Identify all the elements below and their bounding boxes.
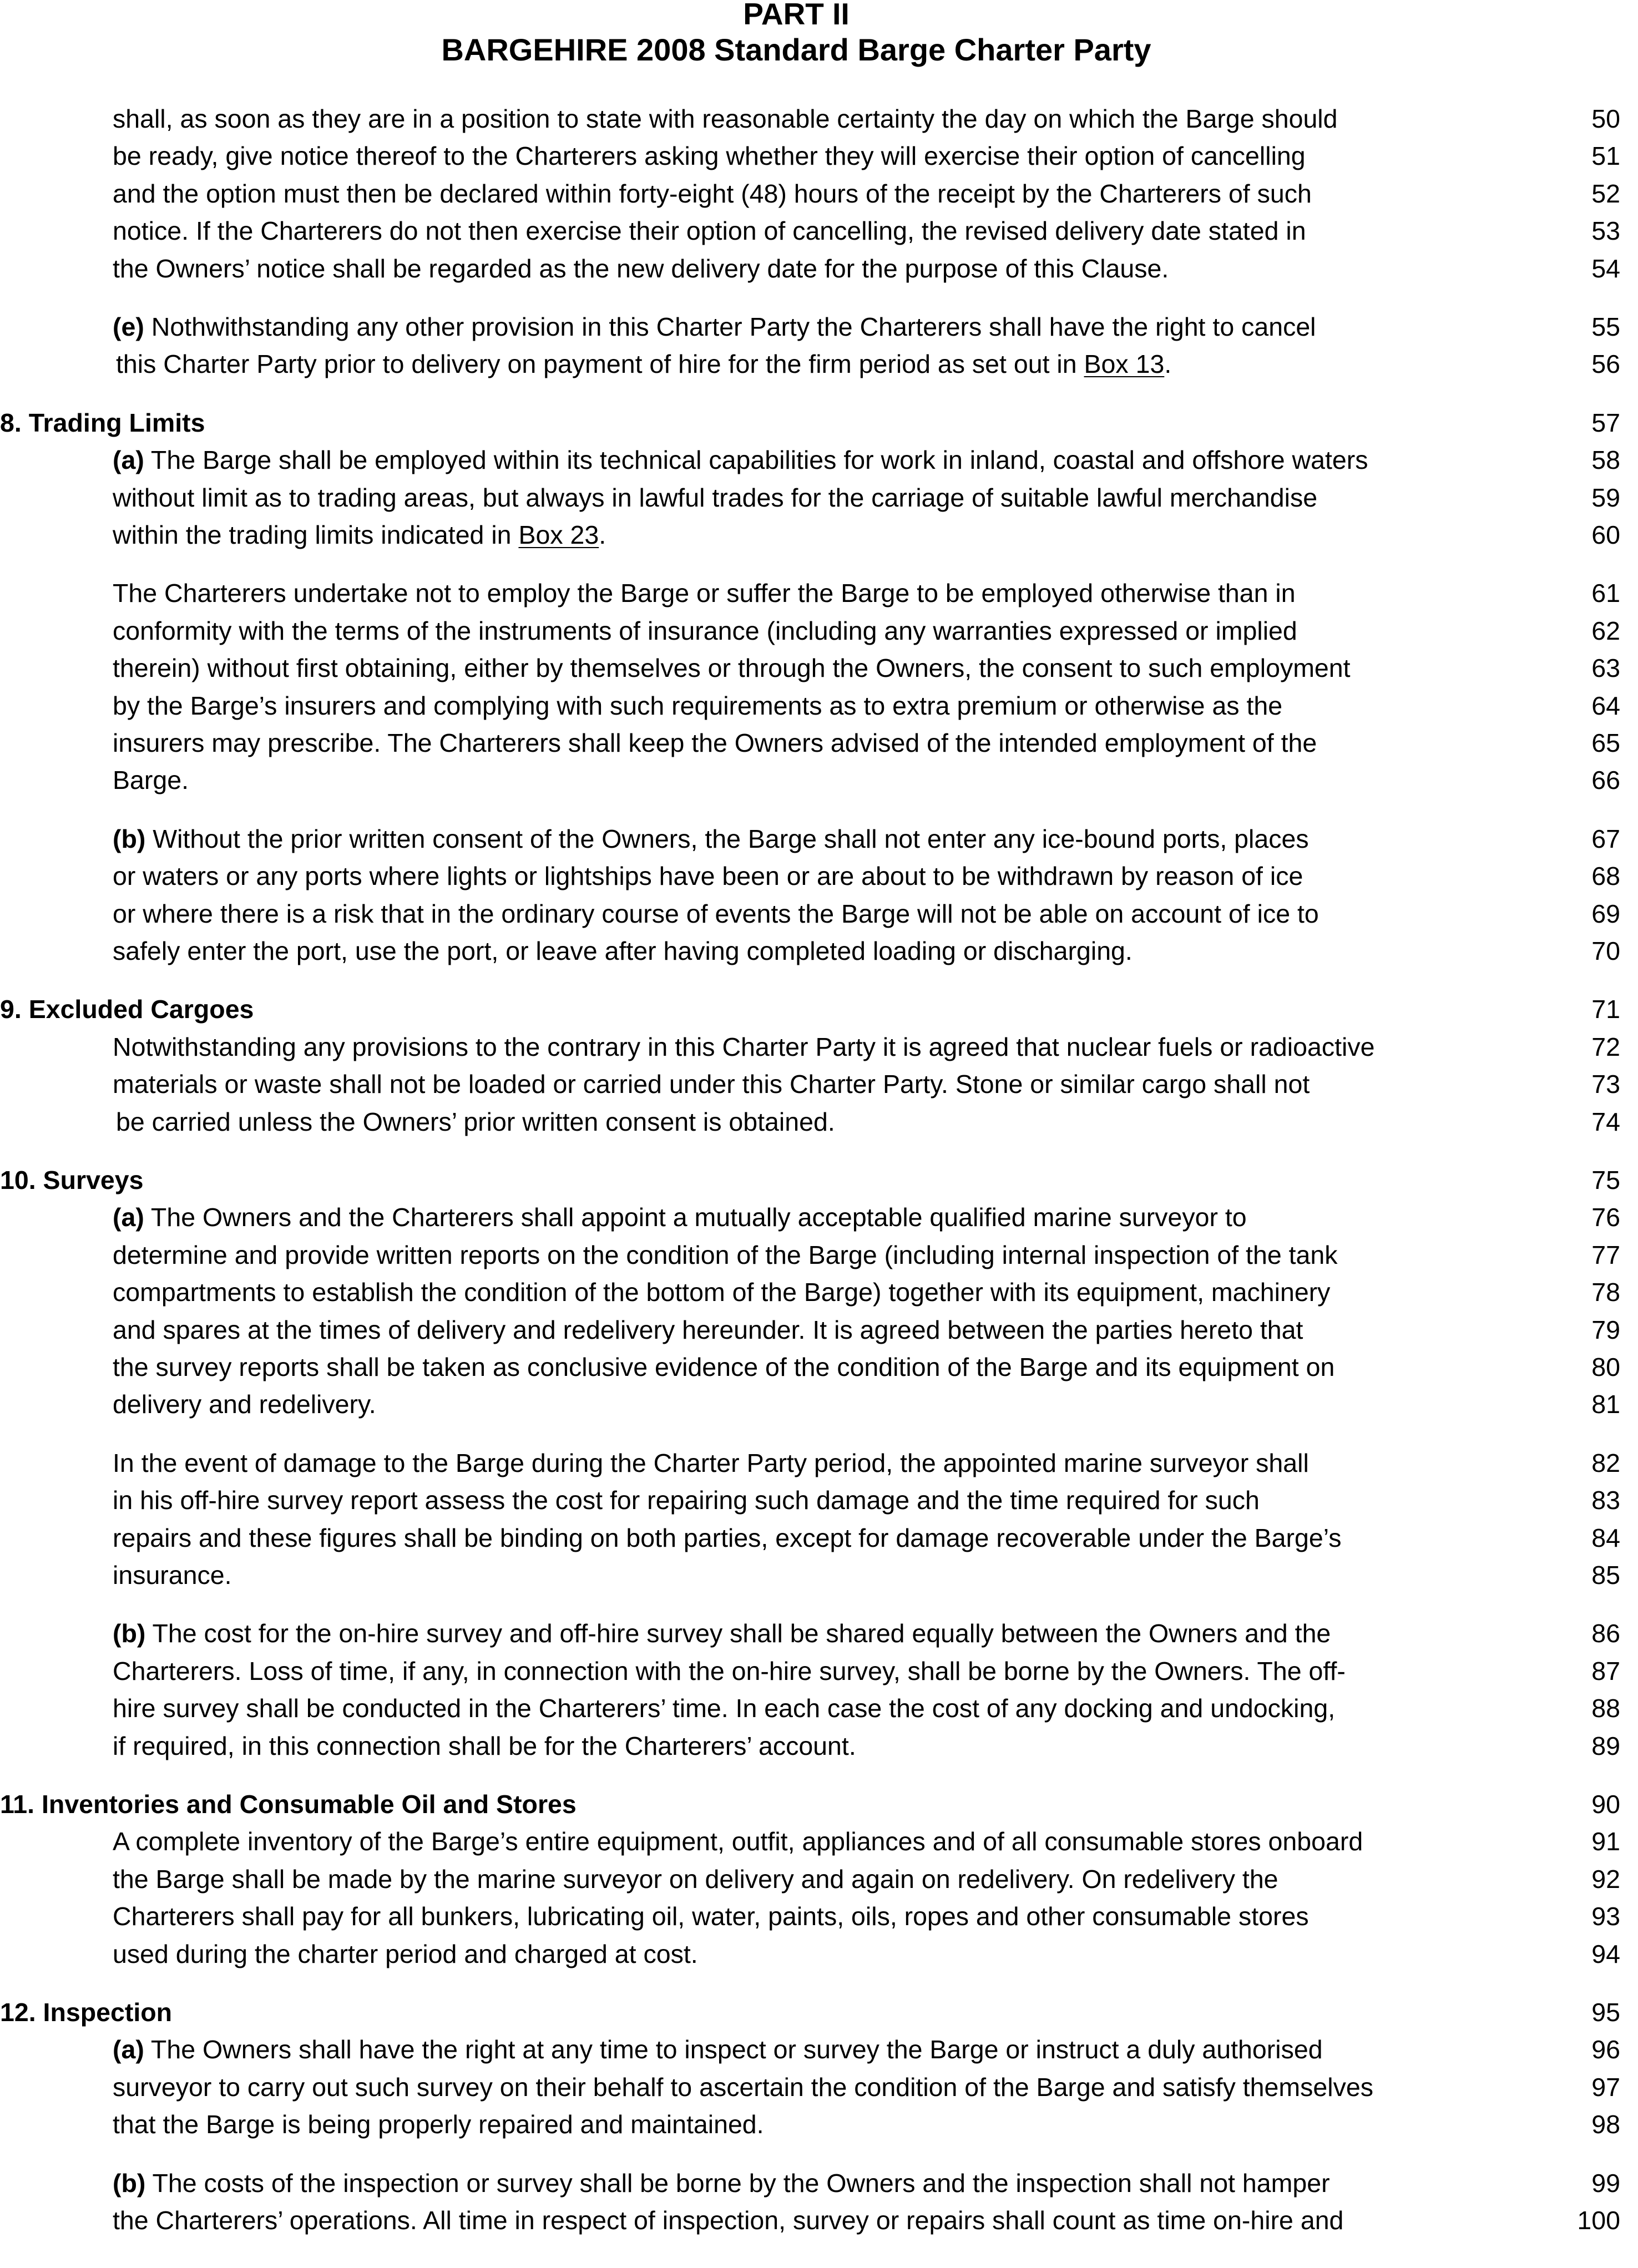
clause-heading [0,1785,1638,1823]
line-body: without limit as to trading areas, but always in lawful trades for the carriage of suitable lawful merchandise [113,483,1318,512]
line-number: 95 [1591,1998,1620,2027]
line-number: 77 [1591,1241,1620,1269]
subclause-label: (a) [113,446,144,474]
line-number: 61 [1591,579,1620,608]
line-body: insurers may prescribe. The Charterers shall keep the Owners advised of the intended employment of the [113,728,1317,757]
line-body: delivery and redelivery. [113,1390,376,1419]
line-body: Barge. [113,766,189,794]
line-body: or where there is a risk that in the ordinary course of events the Barge will not be able on account of ice to [113,899,1319,928]
text-line [0,687,1638,725]
line-body: A complete inventory of the Barge’s entire equipment, outfit, appliances and of all consumable stores onboard [113,1827,1363,1856]
line-text [113,441,1368,479]
line-body: the Owners’ notice shall be regarded as the new delivery date for the purpose of this Clause. [113,254,1169,283]
line-text [113,1727,856,1765]
text-line [0,1652,1638,1690]
text-line [0,175,1638,212]
line-number: 72 [1591,1032,1620,1061]
line-text [113,724,1317,762]
line-text [113,1385,376,1423]
line-body: the Charterers’ operations. All time in respect of inspection, survey or repairs shall count as time on-hire and [113,2206,1344,2235]
text-line [0,137,1638,175]
text-line [0,1935,1638,1973]
line-body: repairs and these figures shall be binding on both parties, except for damage recoverable under the Barge’s [113,1523,1342,1552]
line-number: 98 [1591,2110,1620,2139]
text-line [0,932,1638,970]
text-line [0,1236,1638,1274]
line-body: shall, as soon as they are in a position to state with reasonable certainty the day on which the Barge should [113,104,1338,133]
text-line [0,1273,1638,1311]
line-number: 89 [1591,1732,1620,1760]
line-body: In the event of damage to the Barge during the Charter Party period, the appointed marine surveyor shall [113,1449,1309,1477]
line-body: and spares at the times of delivery and redelivery hereunder. It is agreed between the parties hereto that [113,1315,1303,1344]
line-text [116,1103,835,1141]
text-line [0,2164,1638,2202]
line-body: used during the charter period and charged at cost. [113,1940,698,1968]
line-body: compartments to establish the condition of the bottom of the Barge) together with its equipment, machinery [113,1278,1331,1307]
box-reference-link[interactable]: Box 23 [518,520,599,549]
text-line [0,1103,1638,1141]
line-text [113,574,1296,612]
subclause-label: (e) [113,312,144,341]
text-line [0,1897,1638,1935]
line-text [113,895,1319,933]
line-body: and the option must then be declared within forty-eight (48) hours of the receipt by the Charterers of such [113,179,1312,208]
line-body: The Barge shall be employed within its technical capabilities for work in inland, coastal and offshore waters [144,446,1368,474]
line-body: 9. Excluded Cargoes [0,995,254,1024]
line-text [113,1236,1338,1274]
line-body: The Owners shall have the right at any time to inspect or survey the Barge or instruct a duly authorised [144,2035,1323,2064]
line-number: 58 [1591,446,1620,474]
line-number: 78 [1591,1278,1620,1307]
subclause-label: (a) [113,2035,144,2064]
line-text [113,1860,1278,1898]
line-number: 80 [1591,1353,1620,1381]
line-text [113,1311,1303,1349]
line-number: 99 [1591,2169,1620,2198]
line-text [113,649,1351,687]
clause-heading [0,1161,1638,1199]
line-text [113,479,1317,517]
line-text [113,1481,1260,1519]
text-line [0,649,1638,687]
line-body: the survey reports shall be taken as conclusive evidence of the condition of the Barge and its equipment on [113,1353,1335,1381]
line-text [113,2201,1343,2239]
line-body: notice. If the Charterers do not then exercise their option of cancelling, the revised delivery date stated in [113,216,1306,245]
line-body: by the Barge’s insurers and complying with such requirements as to extra premium or otherwise as the [113,691,1283,720]
text-line [0,1822,1638,1860]
text-line [0,895,1638,933]
text-line [0,857,1638,895]
text-line [0,1028,1638,1066]
text-line [0,1860,1638,1898]
line-number: 55 [1591,312,1620,341]
line-body: 11. Inventories and Consumable Oil and Stores [0,1790,577,1819]
line-text [113,100,1338,138]
line-number: 90 [1591,1790,1620,1819]
line-number: 59 [1591,483,1620,512]
line-number: 56 [1591,350,1620,378]
line-text [113,1028,1374,1066]
clause-heading [0,404,1638,442]
line-number: 60 [1591,520,1620,549]
text-line [0,250,1638,287]
line-number: 71 [1591,995,1620,1024]
text-line [0,1556,1638,1594]
line-number: 52 [1591,179,1620,208]
text-line [0,574,1638,612]
clause-heading [0,1993,1638,2031]
line-number: 82 [1591,1449,1620,1477]
line-body: the Barge shall be made by the marine surveyor on delivery and again on redelivery. On redelivery the [113,1865,1278,1894]
line-text [113,1614,1331,1652]
line-number: 62 [1591,616,1620,645]
text-line [0,761,1638,799]
line-number: 84 [1591,1523,1620,1552]
part-label: PART II [743,0,850,31]
line-text [113,1348,1334,1386]
line-text [113,1065,1310,1103]
text-line [0,308,1638,346]
line-number: 91 [1591,1827,1620,1856]
line-body: this Charter Party prior to delivery on payment of hire for the firm period as set out in [116,350,1084,378]
text-line [0,1689,1638,1727]
line-body: insurance. [113,1561,232,1589]
text-line [0,724,1638,762]
line-body: materials or waste shall not be loaded or carried under this Charter Party. Stone or similar cargo shall not [113,1070,1310,1098]
line-body: Charterers shall pay for all bunkers, lubricating oil, water, paints, oils, ropes and other consumable stores [113,1902,1309,1931]
line-text [113,2105,764,2143]
line-number: 87 [1591,1657,1620,1685]
line-text [113,1198,1247,1236]
line-body: determine and provide written reports on the condition of the Barge (including internal inspection of the tank [113,1241,1338,1269]
line-number: 88 [1591,1694,1620,1723]
line-number: 65 [1591,728,1620,757]
line-number: 68 [1591,862,1620,890]
text-line [0,1519,1638,1557]
line-text [113,212,1306,250]
document-title: BARGEHIRE 2008 Standard Barge Charter Party [441,32,1151,67]
line-number: 53 [1591,216,1620,245]
clause-heading-text [0,1785,577,1823]
line-number: 69 [1591,899,1620,928]
line-body: surveyor to carry out such survey on their behalf to ascertain the condition of the Barge and satisfy themselves [113,2073,1373,2102]
line-punctuation: . [599,520,606,549]
line-body: The Charterers undertake not to employ the Barge or suffer the Barge to be employed otherwise than in [113,579,1296,608]
clause-heading-text [0,404,205,442]
text-line [0,2068,1638,2106]
line-number: 97 [1591,2073,1620,2102]
line-number: 63 [1591,654,1620,682]
line-text [113,1556,232,1594]
line-text [113,1519,1341,1557]
line-body: in his off-hire survey report assess the cost for repairing such damage and the time required for such [113,1486,1260,1515]
line-text [113,250,1169,287]
line-number: 64 [1591,691,1620,720]
line-number: 96 [1591,2035,1620,2064]
text-line [0,2031,1638,2068]
line-text [113,1935,698,1973]
line-body: safely enter the port, use the port, or leave after having completed loading or discharging. [113,936,1133,965]
line-body: 8. Trading Limits [0,408,205,437]
clause-heading-text [0,1161,144,1199]
line-body: Nothwithstanding any other provision in this Charter Party the Charterers shall have the right to cancel [144,312,1316,341]
text-line [0,2201,1638,2239]
text-line [0,1311,1638,1349]
text-line [0,1444,1638,1482]
subclause-label: (a) [113,1203,144,1232]
line-body: conformity with the terms of the instruments of insurance (including any warranties expressed or implied [113,616,1297,645]
subclause-label: (b) [113,2169,146,2198]
text-line [0,212,1638,250]
clause-heading-text [0,990,254,1028]
line-body: if required, in this connection shall be for the Charterers’ account. [113,1732,856,1760]
text-line [0,1727,1638,1765]
line-number: 67 [1591,824,1620,853]
line-text [113,175,1312,212]
line-number: 66 [1591,766,1620,794]
line-number: 86 [1591,1619,1620,1648]
line-body: be carried unless the Owners’ prior written consent is obtained. [116,1107,835,1136]
text-line [0,1481,1638,1519]
line-text [113,612,1297,650]
text-line [0,516,1638,554]
box-reference-link[interactable]: Box 13 [1084,350,1165,378]
line-number: 83 [1591,1486,1620,1515]
line-number: 92 [1591,1865,1620,1894]
line-number: 100 [1577,2206,1620,2235]
text-line [0,820,1638,858]
text-line [0,1198,1638,1236]
line-text [113,1273,1330,1311]
clause-heading-text [0,1993,172,2031]
line-text [113,687,1282,725]
line-text [113,932,1133,970]
line-number: 54 [1591,254,1620,283]
line-text [113,137,1306,175]
line-body: therein) without first obtaining, either by themselves or through the Owners, the consent to such employment [113,654,1351,682]
line-number: 74 [1591,1107,1620,1136]
text-line [0,1348,1638,1386]
subclause-label: (b) [113,824,146,853]
line-number: 79 [1591,1315,1620,1344]
line-punctuation: . [1164,350,1172,378]
line-text [113,516,606,554]
text-line [0,1385,1638,1423]
line-text [113,1897,1309,1935]
line-body: The Owners and the Charterers shall appoint a mutually acceptable qualified marine surveyor to [144,1203,1247,1232]
line-text [113,1652,1346,1690]
text-line [0,100,1638,138]
line-number: 75 [1591,1166,1620,1194]
line-number: 70 [1591,936,1620,965]
line-number: 50 [1591,104,1620,133]
line-body: 10. Surveys [0,1166,144,1194]
line-number: 85 [1591,1561,1620,1589]
text-line [0,612,1638,650]
line-text [113,761,189,799]
line-body: hire survey shall be conducted in the Charterers’ time. In each case the cost of any docking and undocking, [113,1694,1336,1723]
line-body: within the trading limits indicated in [113,520,519,549]
line-text [113,1444,1309,1482]
line-body: 12. Inspection [0,1998,173,2027]
line-number: 51 [1591,141,1620,170]
line-body: Without the prior written consent of the Owners, the Barge shall not enter any ice-bound ports, places [145,824,1309,853]
line-body: or waters or any ports where lights or lightships have been or are about to be withdrawn by reason of ice [113,862,1303,890]
line-text [113,2164,1330,2202]
line-text [113,1689,1335,1727]
line-number: 57 [1591,408,1620,437]
text-line [0,1614,1638,1652]
text-line [0,479,1638,517]
line-text [113,1822,1363,1860]
line-body: Notwithstanding any provisions to the contrary in this Charter Party it is agreed that nuclear fuels or radioactive [113,1032,1375,1061]
line-number: 73 [1591,1070,1620,1098]
line-text [116,345,1171,383]
clause-heading [0,990,1638,1028]
line-body: The cost for the on-hire survey and off-hire survey shall be shared equally between the Owners and the [145,1619,1331,1648]
text-line [0,2105,1638,2143]
text-line [0,345,1638,383]
line-number: 94 [1591,1940,1620,1968]
line-text [113,857,1303,895]
line-body: Charterers. Loss of time, if any, in connection with the on-hire survey, shall be borne by the Owners. The off- [113,1657,1346,1685]
line-body: that the Barge is being properly repaired and maintained. [113,2110,764,2139]
line-text [113,820,1309,858]
text-line [0,1065,1638,1103]
line-body: The costs of the inspection or survey shall be borne by the Owners and the inspection shall not hamper [145,2169,1330,2198]
subclause-label: (b) [113,1619,146,1648]
text-line [0,441,1638,479]
line-text [113,2031,1323,2068]
line-number: 81 [1591,1390,1620,1419]
line-body: be ready, give notice thereof to the Charterers asking whether they will exercise their option of cancelling [113,141,1306,170]
line-text [113,308,1316,346]
line-text [113,2068,1373,2106]
line-number: 76 [1591,1203,1620,1232]
line-number: 93 [1591,1902,1620,1931]
